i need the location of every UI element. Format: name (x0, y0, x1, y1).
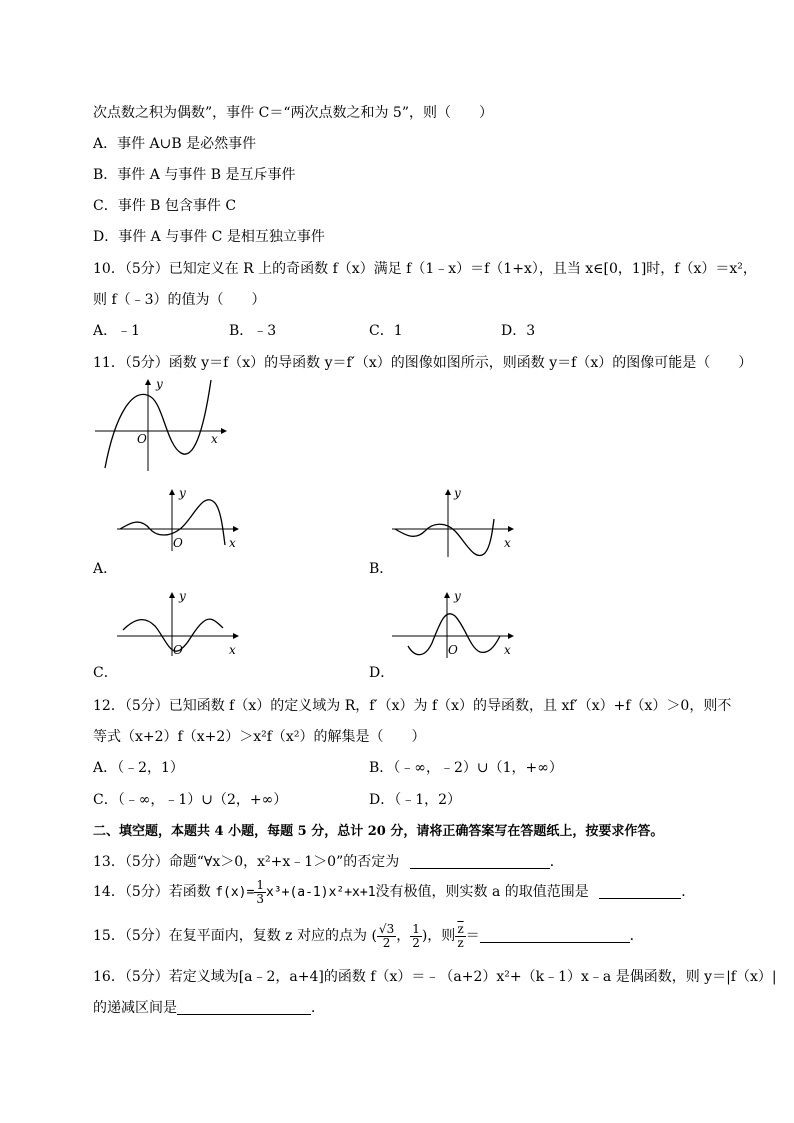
y-label: y (156, 377, 163, 391)
q11-option-d-label[interactable]: D． (369, 665, 395, 681)
x-axis-arrow (508, 526, 514, 532)
q14-post: 没有极值，则实数 a 的取值范围是 (375, 884, 589, 900)
q15-f2-den: 2 (412, 935, 420, 950)
q15-pre: 15．（5分）在复平面内，复数 z 对应的点为 ( (93, 928, 377, 944)
y-axis-arrow (444, 592, 450, 598)
q13-stem: 13．（5分）命题“∀x＞0，x²+x﹣1＞0”的否定为 (93, 854, 400, 870)
derivative-curve (105, 380, 211, 468)
q15-eq: ＝ (465, 928, 480, 944)
x-axis-arrow (221, 428, 227, 434)
q11-option-b-label[interactable]: B． (369, 561, 394, 577)
q14-end: ． (681, 884, 696, 900)
q13-end: ． (549, 854, 564, 870)
x-label: x (504, 536, 511, 550)
q11-option-a-label[interactable]: A． (93, 561, 118, 577)
q15-z: z (457, 935, 464, 950)
q14-fraction (254, 879, 266, 906)
q11-option-d-graph[interactable] (390, 588, 520, 663)
origin-label: O (137, 432, 147, 446)
q14-fx: f(x)= (215, 885, 255, 900)
y-axis-arrow (169, 592, 175, 598)
q16-stem-line2: 的递减区间是 (93, 1000, 177, 1016)
q9-stem-continuation: 次点数之积为偶数”，事件 C＝“两次点数之和为 5”，则（ ） (93, 105, 493, 121)
q15-post: )，则 (421, 928, 456, 944)
q11-option-c-graph[interactable] (115, 588, 245, 658)
q15-fraction-2 (410, 923, 422, 950)
q16-line2 (93, 997, 325, 1017)
q10-stem: 10．（5分）已知定义在 R 上的奇函数 f（x）满足 f（1﹣x）＝f（1+x），且当 x∈[0，1]时，f（x）＝x²， (93, 261, 757, 277)
q11-stem: 11．（5分）函数 y＝f（x）的导函数 y＝f′（x）的图像如图所示，则函数 y＝f（x）的图像可能是（ ） (93, 355, 753, 371)
q13 (93, 851, 564, 871)
y-label: y (454, 589, 461, 603)
q15-answer-blank[interactable] (480, 928, 630, 943)
q12-stem: 12．（5分）已知函数 f（x）的定义域为 R，f′（x）为 f（x）的导函数，且 xf′（x）+f（x）＞0，则不 (93, 698, 732, 714)
q11-option-b-graph[interactable] (390, 485, 520, 560)
q11-derivative-graph (93, 375, 228, 475)
y-label: y (179, 486, 186, 500)
x-axis-arrow (233, 633, 239, 639)
section-2-heading: 二、填空题，本题共 4 小题，每题 5 分，总计 20 分，请将正确答案写在答题纸上，按要求作答。 (93, 824, 664, 839)
y-axis-arrow (169, 489, 175, 495)
y-label: y (454, 486, 461, 500)
x-axis-arrow (508, 633, 514, 639)
q12-option-b[interactable]: B．（﹣∞，﹣2）∪（1，+∞） (369, 760, 563, 776)
x-label: x (229, 643, 236, 657)
q14-rest: x³+(a-1)x²+x+1 (265, 885, 376, 900)
origin-label: O (448, 643, 458, 657)
q14-frac-num: 1 (256, 877, 264, 892)
q9-option-d[interactable]: D．事件 A 与事件 C 是相互独立事件 (93, 229, 325, 245)
q11-option-c-label[interactable]: C． (93, 665, 118, 681)
x-label: x (504, 643, 511, 657)
q10-option-b[interactable]: B．﹣3 (229, 323, 277, 339)
origin-label: O (173, 643, 183, 657)
q15-fraction-1 (377, 923, 396, 950)
q12-option-a[interactable]: A．（﹣2，1） (93, 760, 184, 776)
curve-b (395, 519, 494, 556)
q12-option-c[interactable]: C．（﹣∞，﹣1）∪（2，+∞） (93, 792, 288, 808)
q14-frac-den: 3 (256, 891, 264, 906)
q15-end: ． (629, 928, 644, 944)
q14-answer-blank[interactable] (599, 884, 681, 899)
q11-option-a-graph[interactable] (115, 485, 245, 555)
q12-option-d[interactable]: D．（﹣1，2） (369, 792, 462, 808)
q9-option-b[interactable]: B．事件 A 与事件 B 是互斥事件 (93, 167, 296, 183)
q15-f1-den: 2 (382, 935, 391, 950)
q16-stem: 16．（5分）若定义域为[a﹣2，a+4]的函数 f（x）＝﹣（a+2）x²+（k﹣1）x﹣a 是偶函数，则 y＝|f（x）| (93, 969, 777, 985)
q15-zbar-over-z (455, 923, 465, 950)
q13-answer-blank[interactable] (410, 854, 550, 869)
x-label: x (211, 432, 218, 446)
x-axis-arrow (233, 526, 239, 532)
q15-comma: ， (396, 928, 411, 944)
origin-label: O (173, 536, 183, 550)
q10-stem-line2: 则 f（﹣3）的值为（ ） (93, 292, 266, 308)
q16-answer-blank[interactable] (177, 1000, 311, 1015)
q16-end: ． (311, 1000, 325, 1016)
q9-option-c[interactable]: C．事件 B 包含事件 C (93, 198, 237, 214)
q12-stem-line2: 等式（x+2）f（x+2）＞x²f（x²）的解集是（ ） (93, 729, 426, 745)
q9-option-a[interactable]: A．事件 A∪B 是必然事件 (93, 136, 257, 152)
y-label: y (179, 589, 186, 603)
q15-f1-num: √3 (378, 921, 395, 936)
q14-pre: 14．（5分）若函数 (93, 884, 211, 900)
q10-option-a[interactable]: A．﹣1 (93, 323, 141, 339)
q10-option-d[interactable]: D．3 (501, 323, 536, 339)
q14 (93, 878, 695, 907)
y-axis-arrow (145, 379, 151, 385)
q15-zbar: $\overline{z}$ (457, 921, 464, 936)
q15 (93, 921, 644, 951)
q10-option-c[interactable]: C．1 (369, 323, 403, 339)
y-axis-arrow (445, 489, 451, 495)
x-label: x (229, 536, 236, 550)
q15-f2-num: 1 (412, 921, 420, 936)
